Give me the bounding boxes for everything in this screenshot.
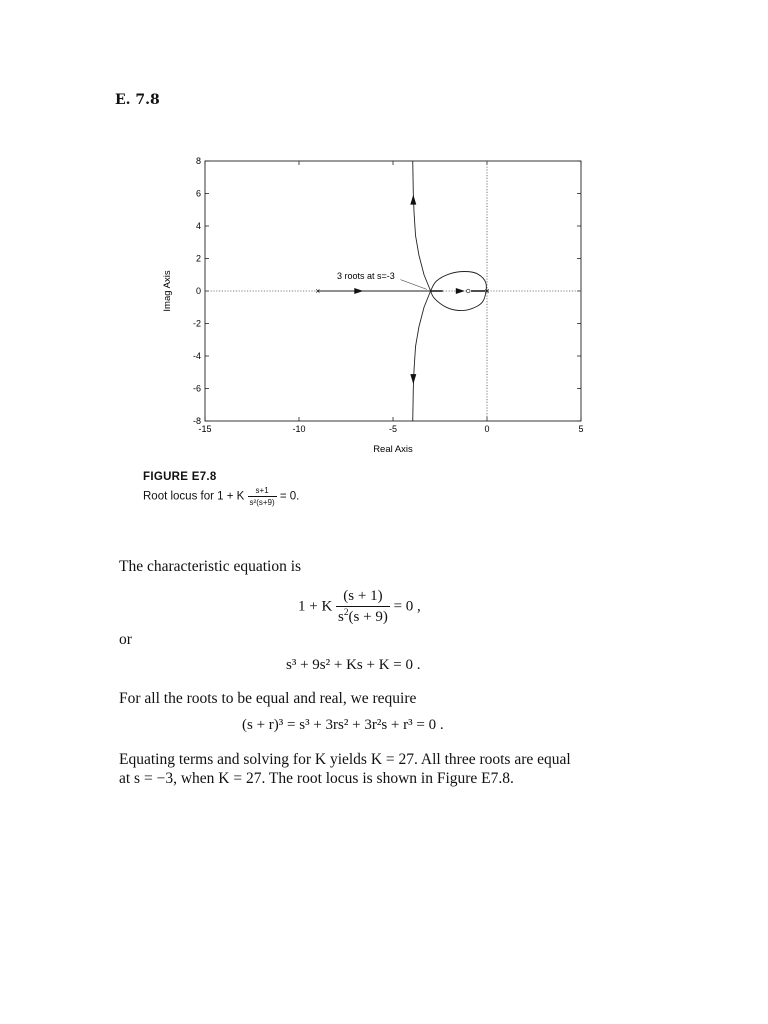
x-tick-label: -15	[198, 424, 212, 434]
or-text: or	[119, 631, 132, 648]
locus-upper-branch	[413, 161, 431, 291]
locus-annotation: 3 roots at s=-3	[337, 271, 395, 281]
caption-denominator: s²(s+9)	[249, 498, 275, 507]
locus-lower-branch	[413, 291, 431, 421]
x-axis-label: Real Axis	[373, 444, 413, 455]
y-tick-label: -2	[192, 318, 201, 329]
eq1-denominator	[336, 607, 390, 626]
arrow-upper-branch	[410, 195, 416, 205]
paragraph-result-line-1: Equating terms and solving for K yields K = 27. All three roots are equal	[119, 751, 571, 768]
eq1-den-exponent: 2	[343, 608, 349, 618]
equation-equal-roots: (s + r)³ = s³ + 3rs² + 3r²s + r³ = 0 .	[242, 717, 444, 733]
x-tick-label: -5	[388, 424, 398, 434]
caption-suffix: = 0.	[279, 490, 300, 503]
paragraph-result-line-2: at s = −3, when K = 27. The root locus is shown in Figure E7.8.	[119, 770, 514, 787]
caption-numerator: s+1	[248, 486, 277, 497]
axes	[193, 156, 584, 434]
y-tick-label: 4	[195, 221, 201, 231]
caption-prefix: Root locus for 1 + K	[143, 490, 245, 503]
figure-caption-title: FIGURE E7.8	[143, 471, 217, 483]
x-tick-label: 5	[578, 424, 584, 434]
eq1-den-factor: (s + 9)	[348, 609, 388, 625]
exercise-heading: E. 7.8	[115, 92, 160, 108]
arrow-lower-branch	[410, 374, 416, 384]
y-tick-label: 2	[195, 253, 201, 264]
y-tick-label: 6	[195, 188, 201, 199]
y-tick-label: -6	[192, 383, 201, 394]
eq1-lhs: 1 + K	[298, 598, 333, 615]
equation-polynomial: s³ + 9s² + Ks + K = 0 .	[286, 657, 421, 673]
figure-caption	[143, 486, 299, 507]
y-axis-label: Imag Axis	[162, 270, 173, 312]
equation-characteristic	[298, 588, 421, 626]
eq1-rhs: = 0 ,	[393, 598, 421, 615]
paragraph-requirement: For all the roots to be equal and real, we require	[119, 690, 417, 707]
eq1-fraction	[336, 588, 390, 626]
x-tick-label: 0	[484, 424, 490, 434]
y-tick-label: 8	[195, 156, 201, 166]
eq1-den-s: s	[338, 609, 344, 625]
y-tick-label: -8	[192, 416, 201, 426]
y-tick-label: 0	[195, 286, 201, 296]
root-locus-plot	[150, 150, 610, 460]
annotation-pointer	[401, 280, 427, 290]
caption-fraction	[248, 486, 277, 507]
paragraph-characteristic: The characteristic equation is	[119, 558, 302, 575]
y-tick-label: -4	[192, 351, 201, 361]
x-tick-label: -10	[292, 424, 306, 434]
locus-branches	[318, 161, 487, 421]
arrow-origin-segment	[456, 288, 465, 294]
arrow-real-axis	[354, 288, 363, 294]
zero-marker	[466, 289, 470, 293]
eq1-numerator: (s + 1)	[336, 588, 390, 607]
